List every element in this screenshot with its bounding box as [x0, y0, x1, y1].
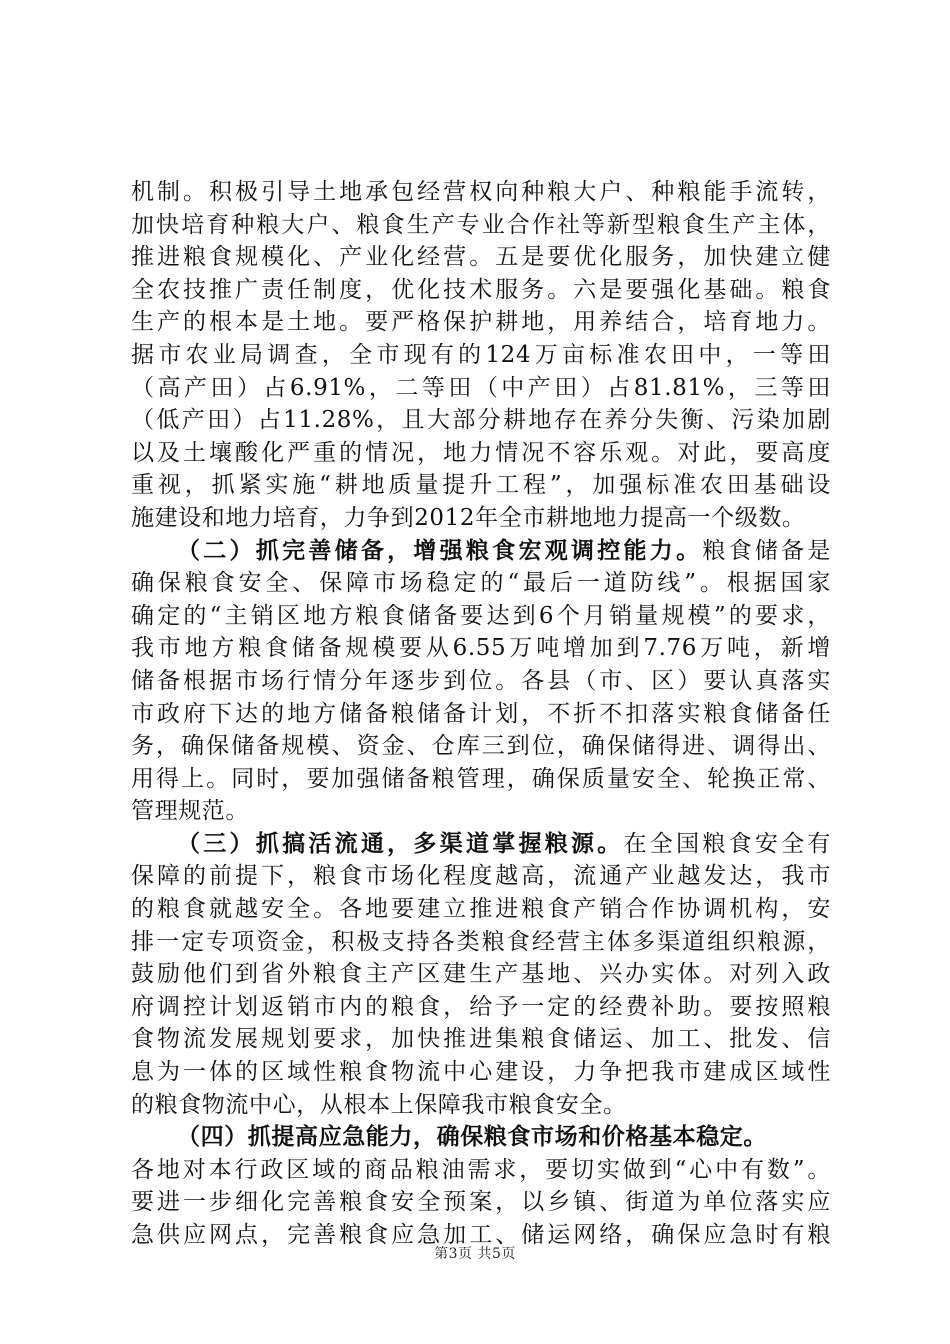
- text-line: 用得上。同时，要加强储备粮管理，确保质量安全、轮换正常、: [131, 765, 831, 792]
- text-line: 管理规范。: [131, 798, 249, 825]
- text-line: 推进粮食规模化、产业化经营。五是要优化服务，加快建立健: [131, 244, 831, 271]
- text-line: 鼓励他们到省外粮食主产区建生产基地、兴办实体。对列入政: [131, 961, 831, 988]
- text-line: 急供应网点，完善粮食应急加工、储运网络，确保应急时有粮: [131, 1222, 831, 1248]
- document-body: [131, 176, 831, 1252]
- page-number-footer: 第3页 共5页: [434, 1246, 516, 1262]
- section-heading-line: [131, 1121, 831, 1154]
- text-line: 生产的根本是土地。要严格保护耕地，用养结合，培育地力。: [131, 309, 831, 336]
- text-line: 确保粮食安全、保障市场稳定的“最后一道防线”。根据国家: [131, 570, 831, 597]
- text-line: 市政府下达的地方储备粮储备计划，不折不扣落实粮食储备任: [131, 700, 831, 727]
- section-text: 粮食储备是: [702, 537, 832, 564]
- section-heading-3: （三）抓搞活流通，多渠道掌握粮源。: [177, 829, 624, 857]
- text-line: 全农技推广责任制度，优化技术服务。六是要强化基础。粮食: [131, 276, 831, 303]
- text-line: 重视，抓紧实施“耕地质量提升工程”，加强标准农田基础设: [131, 472, 831, 499]
- text-line: （高产田）占6.91%，二等田（中产田）占81.81%，三等田: [131, 374, 831, 401]
- section-heading-line: [131, 535, 831, 568]
- text-line: 保障的前提下，粮食市场化程度越高，流通产业越发达，我市: [131, 863, 831, 890]
- text-line: 要进一步细化完善粮食安全预案，以乡镇、街道为单位落实应: [131, 1189, 831, 1216]
- section-heading-line: [131, 828, 831, 861]
- text-line: 机制。积极引导土地承包经营权向种粮大户、种粮能手流转，: [131, 179, 831, 205]
- text-line: 排一定专项资金，积极支持各类粮食经营主体多渠道组织粮源，: [131, 928, 831, 955]
- text-line: 息为一体的区域性粮食物流中心建设，力争把我市建成区域性: [131, 1059, 831, 1086]
- text-line: 我市地方粮食储备规模要从6.55万吨增加到7.76万吨，新增: [131, 635, 831, 662]
- section-heading-4: （四）抓提高应急能力，确保粮食市场和价格基本稳定。: [177, 1123, 767, 1151]
- text-line: 据市农业局调查，全市现有的124万亩标准农田中，一等田: [131, 341, 831, 368]
- text-line: 以及土壤酸化严重的情况，地力情况不容乐观。对此，要高度: [131, 439, 831, 466]
- section-heading-2: （二）抓完善储备，增强粮食宏观调控能力。: [177, 536, 703, 564]
- text-line: 施建设和地力培育，力争到2012年全市耕地地力提高一个级数。: [131, 504, 806, 531]
- text-line: 府调控计划返销市内的粮食，给予一定的经费补助。要按照粮: [131, 993, 831, 1020]
- text-line: 储备根据市场行情分年逐步到位。各县（市、区）要认真落实: [131, 667, 831, 694]
- text-line: 确定的“主销区地方粮食储备要达到6个月销量规模”的要求，: [131, 602, 831, 629]
- text-line: 务，确保储备规模、资金、仓库三到位，确保储得进、调得出、: [131, 733, 831, 760]
- text-line: 食物流发展规划要求，加快推进集粮食储运、加工、批发、信: [131, 1026, 831, 1053]
- text-line: 加快培育种粮大户、粮食生产专业合作社等新型粮食生产主体，: [131, 211, 831, 238]
- text-line: （低产田）占11.28%，且大部分耕地存在养分失衡、污染加剧: [131, 407, 831, 434]
- text-line: 的粮食物流中心，从根本上保障我市粮食安全。: [131, 1091, 627, 1118]
- section-text: 在全国粮食安全有: [623, 830, 831, 857]
- text-line: 的粮食就越安全。各地要建立推进粮食产销合作协调机构，安: [131, 896, 831, 923]
- text-line: 各地对本行政区域的商品粮油需求，要切实做到“心中有数”。: [131, 1156, 831, 1183]
